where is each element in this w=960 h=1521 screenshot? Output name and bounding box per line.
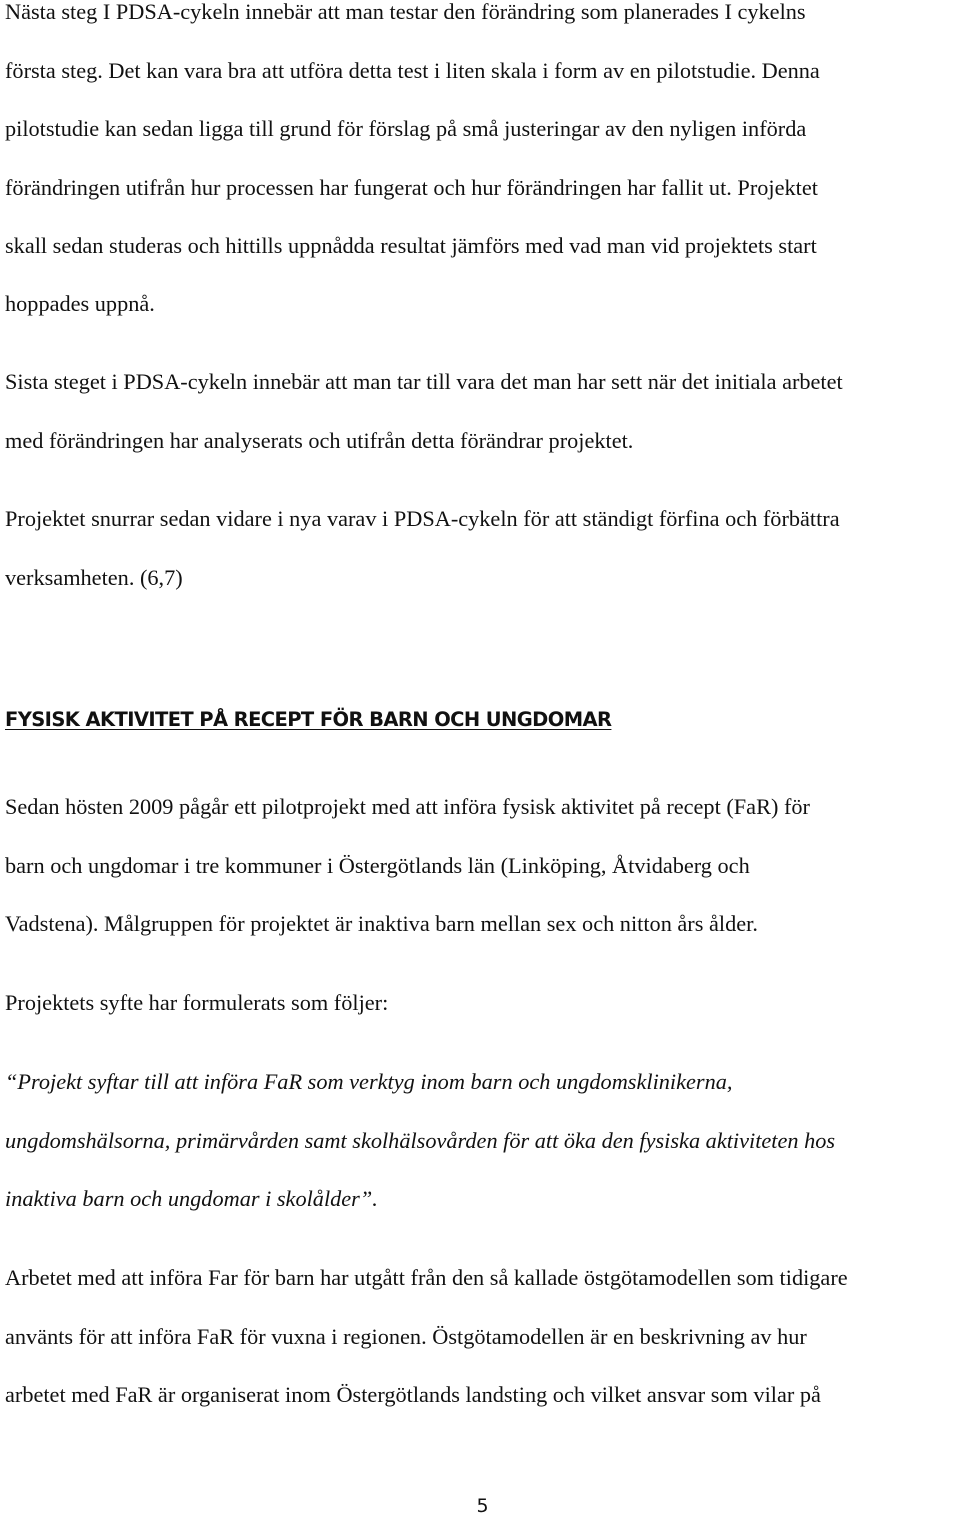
text-line: använts för att införa FaR för vuxna i regionen. Östgötamodellen är en beskrivning av hur [5, 1323, 807, 1349]
text-line: Projektets syfte har formulerats som följer: [5, 990, 389, 1015]
quote-line: inaktiva barn och ungdomar i skolålder”. [5, 1186, 378, 1211]
text-line: pilotstudie kan sedan ligga till grund för förslag på små justeringar av den nyligen införda [5, 116, 807, 141]
text-line: Sista steget i PDSA-cykeln innebär att man tar till vara det man har sett när det initiala arbetet [5, 369, 843, 394]
text-line: Nästa steg I PDSA-cykeln innebär att man testar den förändring som planerades I cykelns [5, 0, 806, 24]
section-heading: FYSISK AKTIVITET PÅ RECEPT FÖR BARN OCH UNGDOMAR [5, 708, 612, 731]
text-line: Vadstena). Målgruppen för projektet är inaktiva barn mellan sex och nitton års ålder. [5, 911, 758, 936]
text-line: med förändringen har analyserats och utifrån detta förändrar projektet. [5, 427, 634, 453]
text-line: Arbetet med att införa Far för barn har utgått från den så kallade östgötamodellen som tidigare [5, 1265, 848, 1290]
quote-line: ungdomshälsorna, primärvården samt skolhälsovården för att öka den fysiska aktiviteten hos [5, 1127, 836, 1153]
text-line: verksamheten. (6,7) [5, 564, 183, 590]
text-line: barn och ungdomar i tre kommuner i Östergötlands län (Linköping, Åtvidaberg och [5, 852, 750, 878]
text-line: hoppades uppnå. [5, 291, 155, 316]
text-line: första steg. Det kan vara bra att utföra detta test i liten skala i form av en pilotstudie. Denna [5, 57, 820, 83]
text-line: Projektet snurrar sedan vidare i nya varav i PDSA-cykeln för att ständigt förfina och förbättra [5, 506, 840, 531]
document-page [5, 0, 960, 1515]
quote-line: “Projekt syftar till att införa FaR som verktyg inom barn och ungdomsklinikerna, [5, 1069, 733, 1094]
text-line: arbetet med FaR är organiserat inom Östergötlands landsting och vilket ansvar som vilar på [5, 1382, 821, 1407]
text-line: Sedan hösten 2009 pågår ett pilotprojekt med att införa fysisk aktivitet på recept (FaR) för [5, 794, 810, 819]
text-line: förändringen utifrån hur processen har fungerat och hur förändringen har fallit ut. Projektet [5, 174, 818, 200]
text-line: skall sedan studeras och hittills uppnådda resultat jämförs med vad man vid projektets start [5, 232, 817, 258]
page-number: 5 [476, 1495, 489, 1517]
